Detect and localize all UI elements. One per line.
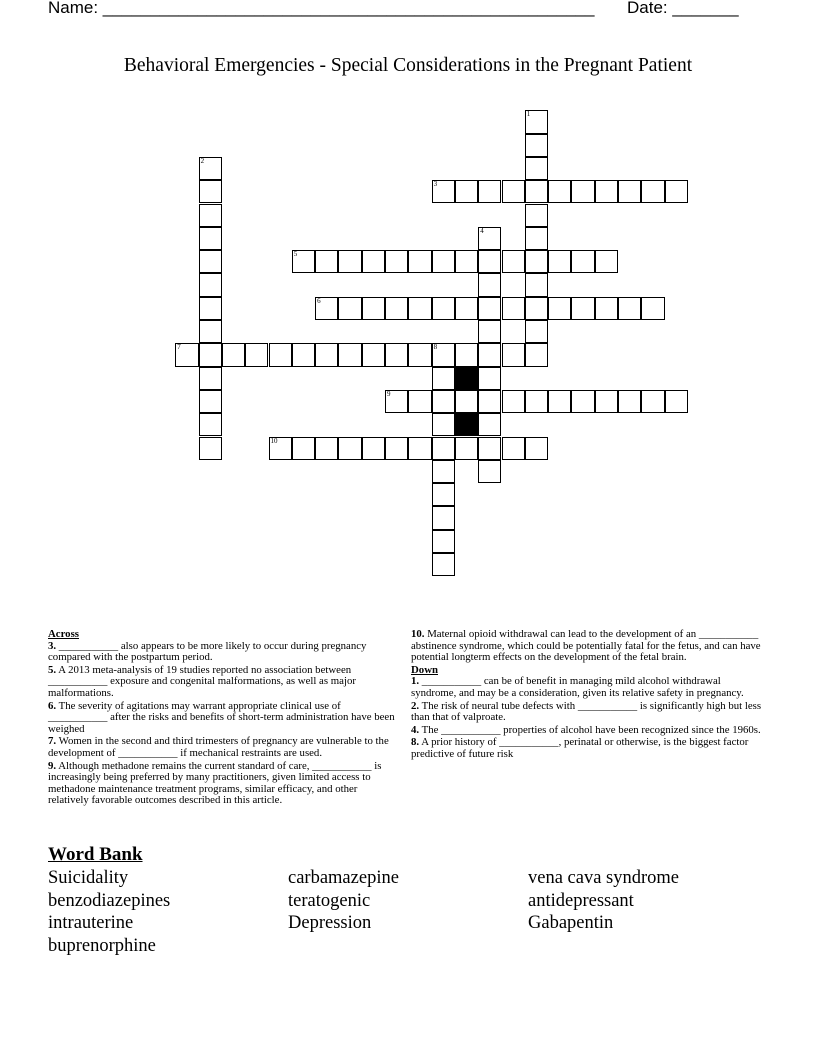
crossword-cell[interactable] bbox=[199, 297, 222, 320]
crossword-cell[interactable] bbox=[292, 437, 315, 460]
crossword-cell[interactable] bbox=[199, 204, 222, 227]
crossword-cell[interactable] bbox=[548, 390, 571, 413]
crossword-cell[interactable] bbox=[175, 343, 198, 366]
crossword-cell[interactable] bbox=[525, 134, 548, 157]
crossword-cell[interactable] bbox=[199, 157, 222, 180]
crossword-cell[interactable] bbox=[525, 180, 548, 203]
page-title: Behavioral Emergencies - Special Considerations in the Pregnant Patient bbox=[123, 55, 693, 76]
crossword-cell[interactable] bbox=[502, 297, 525, 320]
date-line[interactable]: Date: _______ bbox=[627, 0, 739, 17]
crossword-cell[interactable] bbox=[595, 250, 618, 273]
crossword-cell[interactable] bbox=[199, 413, 222, 436]
crossword-cell[interactable] bbox=[525, 250, 548, 273]
crossword-cell[interactable] bbox=[502, 180, 525, 203]
clue-across-9: 9. Although methadone remains the current standard of care, ___________ is increasingly being preferred by many practitioners, given limited access to methadone maintenance treatment programs, similar efficacy, and other relatively favorable outcomes described in this article. bbox=[48, 759, 382, 807]
crossword-cell[interactable] bbox=[269, 343, 292, 366]
clue-number: 10 bbox=[270, 436, 278, 445]
word-bank-title: Word Bank bbox=[48, 844, 143, 865]
crossword-cell[interactable] bbox=[525, 320, 548, 343]
crossword-cell[interactable] bbox=[641, 390, 664, 413]
word-bank-word: teratogenic bbox=[288, 891, 371, 911]
crossword-cell[interactable] bbox=[571, 297, 594, 320]
crossword-cell[interactable] bbox=[199, 320, 222, 343]
crossword-cell[interactable] bbox=[478, 413, 501, 436]
crossword-cell[interactable] bbox=[362, 437, 385, 460]
clue-number: 5 bbox=[293, 250, 298, 259]
crossword-cell[interactable] bbox=[199, 250, 222, 273]
crossword-cell[interactable] bbox=[432, 180, 455, 203]
crossword-cell[interactable] bbox=[338, 343, 361, 366]
crossword-cell[interactable] bbox=[432, 390, 455, 413]
crossword-cell[interactable] bbox=[338, 437, 361, 460]
crossword-cell[interactable] bbox=[525, 390, 548, 413]
crossword-cell[interactable] bbox=[618, 297, 641, 320]
clue-across-5: 5. A 2013 meta-analysis of 19 studies reported no association between ___________ exposure and congenital malformations, as well as major malformations. bbox=[48, 663, 356, 699]
crossword-cell[interactable] bbox=[385, 297, 408, 320]
crossword-cell[interactable] bbox=[525, 297, 548, 320]
crossword-cell[interactable] bbox=[455, 250, 478, 273]
crossword-cell[interactable] bbox=[199, 390, 222, 413]
crossword-cell[interactable] bbox=[385, 343, 408, 366]
crossword-cell[interactable] bbox=[665, 180, 688, 203]
crossword-cell[interactable] bbox=[595, 390, 618, 413]
crossword-cell[interactable] bbox=[455, 297, 478, 320]
word-bank-word: intrauterine bbox=[48, 913, 134, 933]
crossword-cell[interactable] bbox=[362, 343, 385, 366]
crossword-cell[interactable] bbox=[222, 343, 245, 366]
word-bank-word: buprenorphine bbox=[48, 936, 156, 956]
crossword-cell[interactable] bbox=[595, 297, 618, 320]
crossword-cell[interactable] bbox=[525, 343, 548, 366]
crossword-cell[interactable] bbox=[478, 273, 501, 296]
crossword-cell[interactable] bbox=[408, 437, 431, 460]
clue-across-10: 10. Maternal opioid withdrawal can lead to the development of an ___________ abstinence syndrome, which could be potentially fatal for the fetus, and can have potential longterm effects on the development of the fetal brain. bbox=[411, 628, 761, 664]
crossword-cell[interactable] bbox=[385, 437, 408, 460]
crossword-block bbox=[455, 413, 478, 436]
crossword-cell[interactable] bbox=[408, 250, 431, 273]
word-bank-word: antidepressant bbox=[528, 891, 634, 911]
crossword-cell[interactable] bbox=[292, 343, 315, 366]
crossword-cell[interactable] bbox=[385, 390, 408, 413]
crossword-cell[interactable] bbox=[199, 273, 222, 296]
crossword-cell[interactable] bbox=[548, 180, 571, 203]
clue-number: 1 bbox=[526, 110, 531, 119]
crossword-cell[interactable] bbox=[245, 343, 268, 366]
crossword-cell[interactable] bbox=[199, 227, 222, 250]
clue-across-3: 3. ___________ also appears to be more likely to occur during pregnancy compared with the postpartum period. bbox=[48, 639, 367, 664]
crossword-cell[interactable] bbox=[618, 180, 641, 203]
across-clues bbox=[48, 629, 398, 808]
crossword-cell[interactable] bbox=[199, 437, 222, 460]
crossword-cell[interactable] bbox=[362, 297, 385, 320]
clue-number: 9 bbox=[387, 389, 391, 398]
crossword-cell[interactable] bbox=[502, 390, 525, 413]
crossword-cell[interactable] bbox=[432, 343, 455, 366]
crossword-cell[interactable] bbox=[432, 460, 455, 483]
crossword-cell[interactable] bbox=[478, 367, 501, 390]
crossword-cell[interactable] bbox=[502, 343, 525, 366]
word-bank-word: Depression bbox=[288, 913, 372, 933]
word-bank-word: benzodiazepines bbox=[48, 891, 171, 911]
crossword-block bbox=[455, 367, 478, 390]
crossword-cell[interactable] bbox=[571, 250, 594, 273]
crossword-cell[interactable] bbox=[432, 506, 455, 529]
crossword-cell[interactable] bbox=[315, 297, 338, 320]
crossword-cell[interactable] bbox=[199, 367, 222, 390]
crossword-cell[interactable] bbox=[432, 250, 455, 273]
crossword-cell[interactable] bbox=[595, 180, 618, 203]
clue-down-4: 4. The ___________ properties of alcohol have been recognized since the 1960s. bbox=[411, 723, 761, 736]
crossword-cell[interactable] bbox=[502, 250, 525, 273]
crossword-cell[interactable] bbox=[478, 297, 501, 320]
crossword-cell[interactable] bbox=[408, 390, 431, 413]
crossword-cell[interactable] bbox=[525, 204, 548, 227]
crossword-cell[interactable] bbox=[525, 273, 548, 296]
word-bank-word: Suicidality bbox=[48, 868, 129, 888]
crossword-cell[interactable] bbox=[478, 227, 501, 250]
crossword-cell[interactable] bbox=[478, 180, 501, 203]
crossword-cell[interactable] bbox=[455, 343, 478, 366]
crossword-cell[interactable] bbox=[432, 413, 455, 436]
crossword-cell[interactable] bbox=[455, 437, 478, 460]
crossword-cell[interactable] bbox=[338, 250, 361, 273]
crossword-cell[interactable] bbox=[315, 343, 338, 366]
clue-number: 4 bbox=[480, 226, 484, 235]
crossword-cell[interactable] bbox=[408, 343, 431, 366]
name-line[interactable]: Name: ____________________________________________________ bbox=[48, 0, 595, 17]
down-clues bbox=[411, 629, 763, 762]
crossword-cell[interactable] bbox=[432, 297, 455, 320]
crossword-cell[interactable] bbox=[478, 390, 501, 413]
crossword-cell[interactable] bbox=[525, 157, 548, 180]
crossword-cell[interactable] bbox=[432, 553, 455, 576]
crossword-cell[interactable] bbox=[525, 110, 548, 133]
crossword-cell[interactable] bbox=[432, 483, 455, 506]
crossword-cell[interactable] bbox=[455, 180, 478, 203]
crossword-cell[interactable] bbox=[455, 390, 478, 413]
crossword-cell[interactable] bbox=[478, 343, 501, 366]
crossword-cell[interactable] bbox=[478, 437, 501, 460]
crossword-cell[interactable] bbox=[385, 250, 408, 273]
word-bank-word: Gabapentin bbox=[528, 913, 614, 933]
crossword-cell[interactable] bbox=[571, 390, 594, 413]
across-heading: Across bbox=[48, 628, 79, 640]
crossword-cell[interactable] bbox=[548, 297, 571, 320]
down-heading: Down bbox=[411, 663, 438, 676]
crossword-cell[interactable] bbox=[269, 437, 292, 460]
clue-down-8: 8. A prior history of ___________, perinatal or otherwise, is the biggest factor predictive of future risk bbox=[411, 736, 749, 760]
crossword-cell[interactable] bbox=[571, 180, 594, 203]
crossword-cell[interactable] bbox=[362, 250, 385, 273]
clue-number: 8 bbox=[433, 343, 438, 352]
crossword-cell[interactable] bbox=[315, 437, 338, 460]
crossword-cell[interactable] bbox=[548, 250, 571, 273]
clue-down-2: 2. The risk of neural tube defects with ___________ is significantly high but less than that of valproate. bbox=[411, 699, 762, 724]
crossword-cell[interactable] bbox=[292, 250, 315, 273]
crossword-cell[interactable] bbox=[199, 180, 222, 203]
crossword-cell[interactable] bbox=[315, 250, 338, 273]
crossword-cell[interactable] bbox=[408, 297, 431, 320]
crossword-cell[interactable] bbox=[641, 297, 664, 320]
crossword-cell[interactable] bbox=[478, 320, 501, 343]
clue-down-1: 1. ___________ can be of benefit in managing mild alcohol withdrawal syndrome, and may be a consideration, given its relative safety in pregnancy. bbox=[411, 675, 744, 699]
crossword-cell[interactable] bbox=[502, 437, 525, 460]
crossword-cell[interactable] bbox=[338, 297, 361, 320]
crossword-cell[interactable] bbox=[432, 367, 455, 390]
crossword-cell[interactable] bbox=[432, 437, 455, 460]
word-bank-word: carbamazepine bbox=[288, 868, 399, 888]
clue-number: 3 bbox=[433, 180, 438, 189]
clue-number: 2 bbox=[200, 156, 205, 165]
crossword-cell[interactable] bbox=[478, 460, 501, 483]
word-bank-word: vena cava syndrome bbox=[528, 868, 680, 888]
crossword-cell[interactable] bbox=[618, 390, 641, 413]
clue-number: 7 bbox=[177, 343, 181, 352]
crossword-cell[interactable] bbox=[525, 227, 548, 250]
crossword-cell[interactable] bbox=[641, 180, 664, 203]
clue-across-7: 7. Women in the second and third trimesters of pregnancy are vulnerable to the development of ___________ if mechanical restraints are used. bbox=[48, 735, 389, 759]
crossword-cell[interactable] bbox=[665, 390, 688, 413]
crossword-cell[interactable] bbox=[525, 437, 548, 460]
crossword-cell[interactable] bbox=[432, 530, 455, 553]
crossword-cell[interactable] bbox=[478, 250, 501, 273]
clue-number: 6 bbox=[317, 296, 321, 305]
clue-across-6: 6. The severity of agitations may warrant appropriate clinical use of ___________ after the risks and benefits of short-term administration have been weighed bbox=[48, 699, 395, 735]
crossword-cell[interactable] bbox=[199, 343, 222, 366]
